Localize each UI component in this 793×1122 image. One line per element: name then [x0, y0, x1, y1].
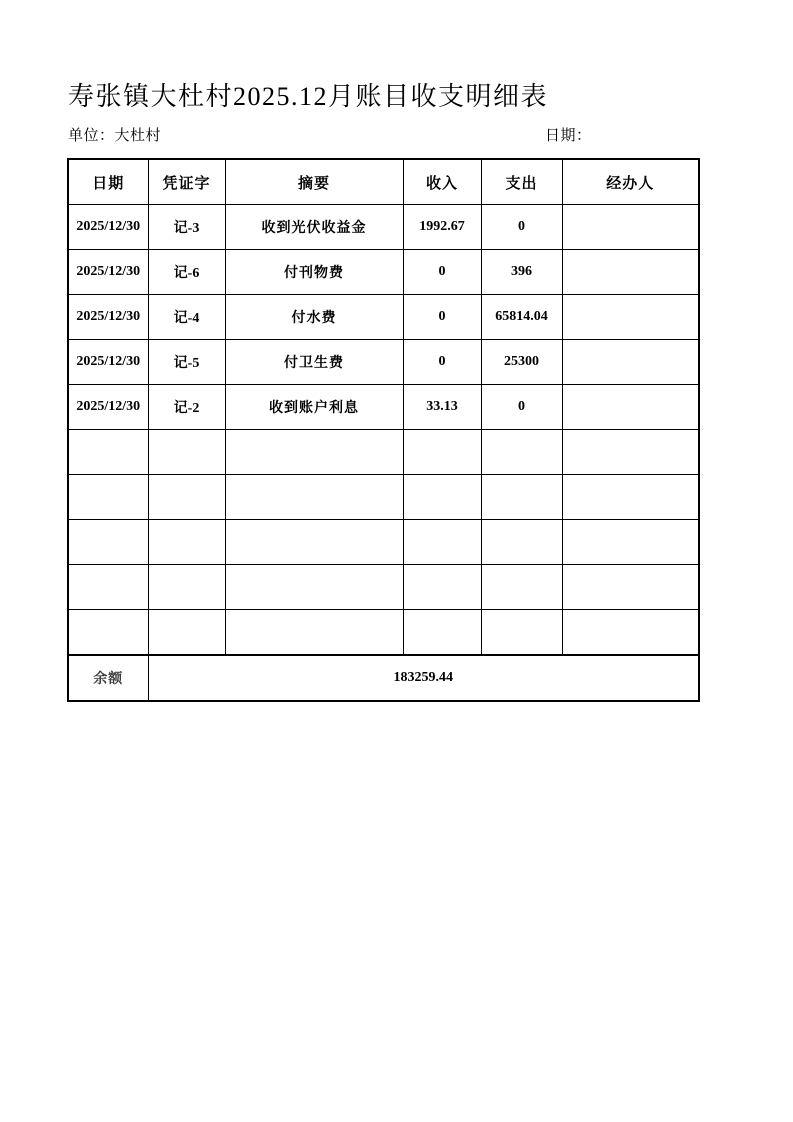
empty-cell — [68, 610, 148, 656]
empty-cell — [225, 475, 403, 520]
empty-cell — [148, 610, 225, 656]
cell-summary: 付刊物费 — [225, 250, 403, 295]
cell-handler — [562, 250, 699, 295]
empty-cell — [225, 565, 403, 610]
empty-cell — [562, 475, 699, 520]
empty-cell — [403, 520, 481, 565]
cell-date: 2025/12/30 — [68, 250, 148, 295]
empty-cell — [562, 565, 699, 610]
empty-table-row — [68, 610, 699, 656]
balance-row — [68, 655, 699, 701]
cell-handler — [562, 340, 699, 385]
col-header-date: 日期 — [68, 159, 148, 205]
col-header-voucher: 凭证字 — [148, 159, 225, 205]
cell-summary: 付卫生费 — [225, 340, 403, 385]
ledger-table — [67, 158, 700, 702]
balance-value: 183259.44 — [148, 655, 699, 701]
cell-summary: 付水费 — [225, 295, 403, 340]
cell-date: 2025/12/30 — [68, 340, 148, 385]
empty-cell — [148, 475, 225, 520]
cell-income: 33.13 — [403, 385, 481, 430]
empty-cell — [562, 430, 699, 475]
date-label: 日期： — [545, 128, 592, 144]
cell-voucher: 记-2 — [148, 385, 225, 430]
empty-cell — [148, 565, 225, 610]
empty-cell — [403, 475, 481, 520]
empty-cell — [481, 430, 562, 475]
empty-cell — [403, 430, 481, 475]
table-row — [68, 250, 699, 295]
empty-cell — [481, 610, 562, 656]
cell-expense: 0 — [481, 385, 562, 430]
cell-income: 0 — [403, 250, 481, 295]
balance-label: 余额 — [68, 655, 148, 701]
empty-cell — [68, 565, 148, 610]
cell-expense: 396 — [481, 250, 562, 295]
cell-handler — [562, 385, 699, 430]
empty-cell — [68, 520, 148, 565]
empty-cell — [481, 565, 562, 610]
col-header-income: 收入 — [403, 159, 481, 205]
cell-expense: 0 — [481, 205, 562, 250]
cell-voucher: 记-5 — [148, 340, 225, 385]
cell-income: 1992.67 — [403, 205, 481, 250]
empty-cell — [68, 430, 148, 475]
empty-cell — [148, 430, 225, 475]
cell-summary: 收到光伏收益金 — [225, 205, 403, 250]
empty-cell — [225, 430, 403, 475]
cell-handler — [562, 205, 699, 250]
header-row — [68, 159, 699, 205]
cell-income: 0 — [403, 295, 481, 340]
cell-expense: 25300 — [481, 340, 562, 385]
empty-cell — [148, 520, 225, 565]
cell-income: 0 — [403, 340, 481, 385]
empty-cell — [481, 475, 562, 520]
cell-handler — [562, 295, 699, 340]
cell-voucher: 记-6 — [148, 250, 225, 295]
empty-table-row — [68, 520, 699, 565]
empty-cell — [225, 520, 403, 565]
cell-date: 2025/12/30 — [68, 205, 148, 250]
table-row — [68, 295, 699, 340]
col-header-summary: 摘要 — [225, 159, 403, 205]
table-row — [68, 340, 699, 385]
col-header-handler: 经办人 — [562, 159, 699, 205]
unit-label: 单位：大杜村 — [68, 128, 162, 144]
empty-cell — [225, 610, 403, 656]
table-row — [68, 205, 699, 250]
cell-expense: 65814.04 — [481, 295, 562, 340]
empty-table-row — [68, 565, 699, 610]
cell-voucher: 记-3 — [148, 205, 225, 250]
empty-table-row — [68, 430, 699, 475]
table-row — [68, 385, 699, 430]
empty-table-row — [68, 475, 699, 520]
empty-cell — [403, 610, 481, 656]
cell-voucher: 记-4 — [148, 295, 225, 340]
empty-cell — [481, 520, 562, 565]
empty-cell — [403, 565, 481, 610]
page-title: 寿张镇大杜村2025.12月账目收支明细表 — [68, 82, 549, 111]
empty-cell — [562, 520, 699, 565]
empty-cell — [68, 475, 148, 520]
empty-cell — [562, 610, 699, 656]
col-header-expense: 支出 — [481, 159, 562, 205]
cell-date: 2025/12/30 — [68, 385, 148, 430]
cell-summary: 收到账户利息 — [225, 385, 403, 430]
cell-date: 2025/12/30 — [68, 295, 148, 340]
